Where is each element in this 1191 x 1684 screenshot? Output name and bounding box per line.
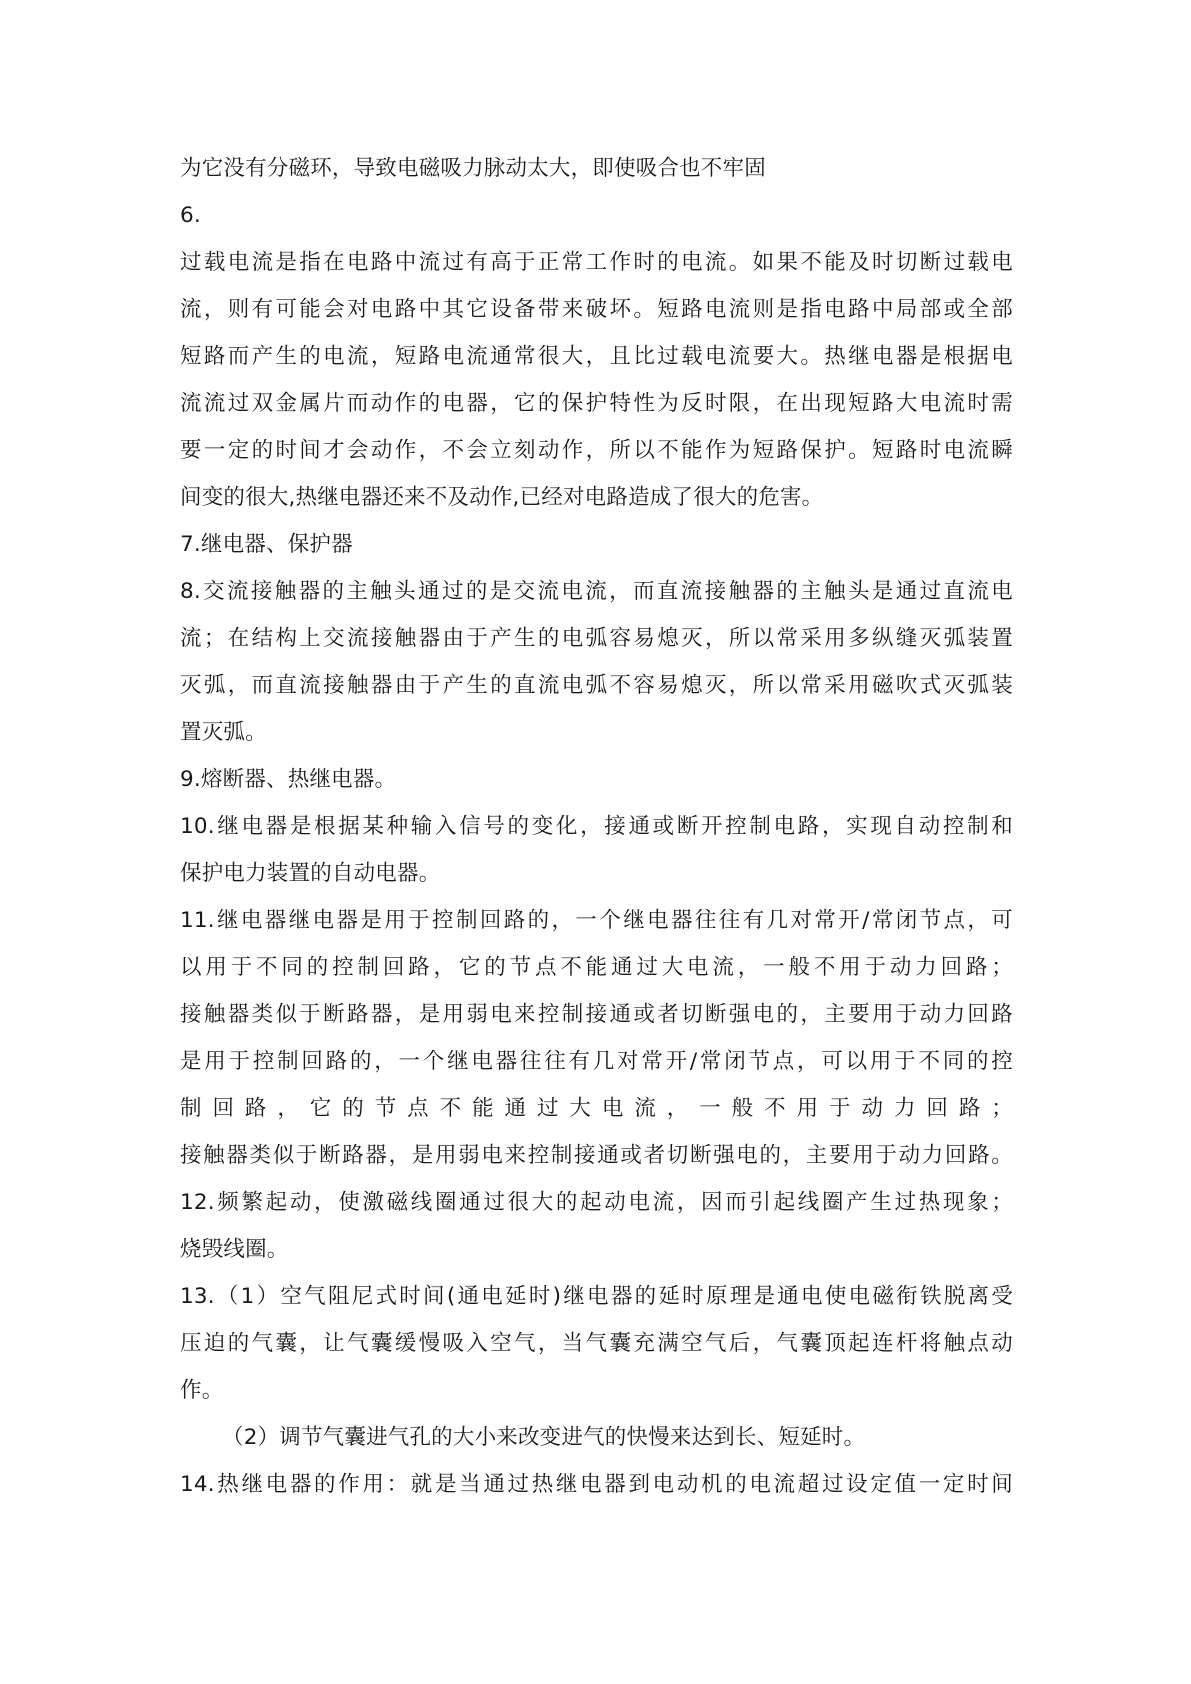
text-line: （2）调节气囊进气孔的大小来改变进气的快慢来达到长、短延时。 — [222, 1425, 866, 1450]
text-line: 是用于控制回路的，一个继电器往往有几对常开/常闭节点，可以用于不同的控 — [180, 1049, 1013, 1074]
text-line: 压迫的气囊，让气囊缓慢吸入空气，当气囊充满空气后，气囊顶起连杆将触点动 — [180, 1331, 1013, 1356]
text-line: 间变的很大,热继电器还来不及动作,已经对电路造成了很大的危害。 — [180, 485, 824, 510]
text-line: 11.继电器继电器是用于控制回路的，一个继电器往往有几对常开/常闭节点，可 — [180, 908, 1013, 933]
text-line: 烧毁线圈。 — [180, 1237, 289, 1262]
section-number: 6. — [180, 203, 201, 228]
text-line: 流，则有可能会对电路中其它设备带来破坏。短路电流则是指电路中局部或全部 — [180, 297, 1013, 322]
text-line: 流；在结构上交流接触器由于产生的电弧容易熄灭，所以常采用多纵缝灭弧装置 — [180, 626, 1013, 651]
text-line: 以用于不同的控制回路，它的节点不能通过大电流，一般不用于动力回路； — [180, 955, 1013, 980]
text-line: 8.交流接触器的主触头通过的是交流电流，而直流接触器的主触头是通过直流电 — [180, 579, 1013, 604]
text-line: 制回路，它的节点不能通过大电流，一般不用于动力回路； — [180, 1096, 1013, 1121]
text-line: 置灭弧。 — [180, 720, 267, 745]
text-line: 要一定的时间才会动作，不会立刻动作，所以不能作为短路保护。短路时电流瞬 — [180, 438, 1013, 463]
text-line: 7.继电器、保护器 — [180, 532, 353, 557]
text-line: 短路而产生的电流，短路电流通常很大，且比过载电流要大。热继电器是根据电 — [180, 344, 1013, 369]
text-line: 9.熔断器、热继电器。 — [180, 767, 397, 792]
document-page — [180, 145, 1013, 1508]
text-line: 12.频繁起动，使激磁线圈通过很大的起动电流，因而引起线圈产生过热现象； — [180, 1190, 1013, 1215]
text-line: 保护电力装置的自动电器。 — [180, 861, 441, 886]
text-line: 流流过双金属片而动作的电器，它的保护特性为反时限，在出现短路大电流时需 — [180, 391, 1013, 416]
text-line: 为它没有分磁环，导致电磁吸力脉动太大，即使吸合也不牢固 — [180, 156, 766, 181]
text-line: 接触器类似于断路器，是用弱电来控制接通或者切断强电的，主要用于动力回路。 — [180, 1143, 1013, 1168]
text-line: 10.继电器是根据某种输入信号的变化，接通或断开控制电路，实现自动控制和 — [180, 814, 1013, 839]
text-line: 过载电流是指在电路中流过有高于正常工作时的电流。如果不能及时切断过载电 — [180, 250, 1013, 275]
text-line: 接触器类似于断路器，是用弱电来控制接通或者切断强电的，主要用于动力回路 — [180, 1002, 1013, 1027]
text-line: 灭弧，而直流接触器由于产生的直流电弧不容易熄灭，所以常采用磁吹式灭弧装 — [180, 673, 1013, 698]
text-line: 14.热继电器的作用：就是当通过热继电器到电动机的电流超过设定值一定时间 — [180, 1472, 1013, 1497]
text-line: 作。 — [180, 1378, 224, 1403]
text-line: 13.（1）空气阻尼式时间(通电延时)继电器的延时原理是通电使电磁衔铁脱离受 — [180, 1284, 1013, 1309]
